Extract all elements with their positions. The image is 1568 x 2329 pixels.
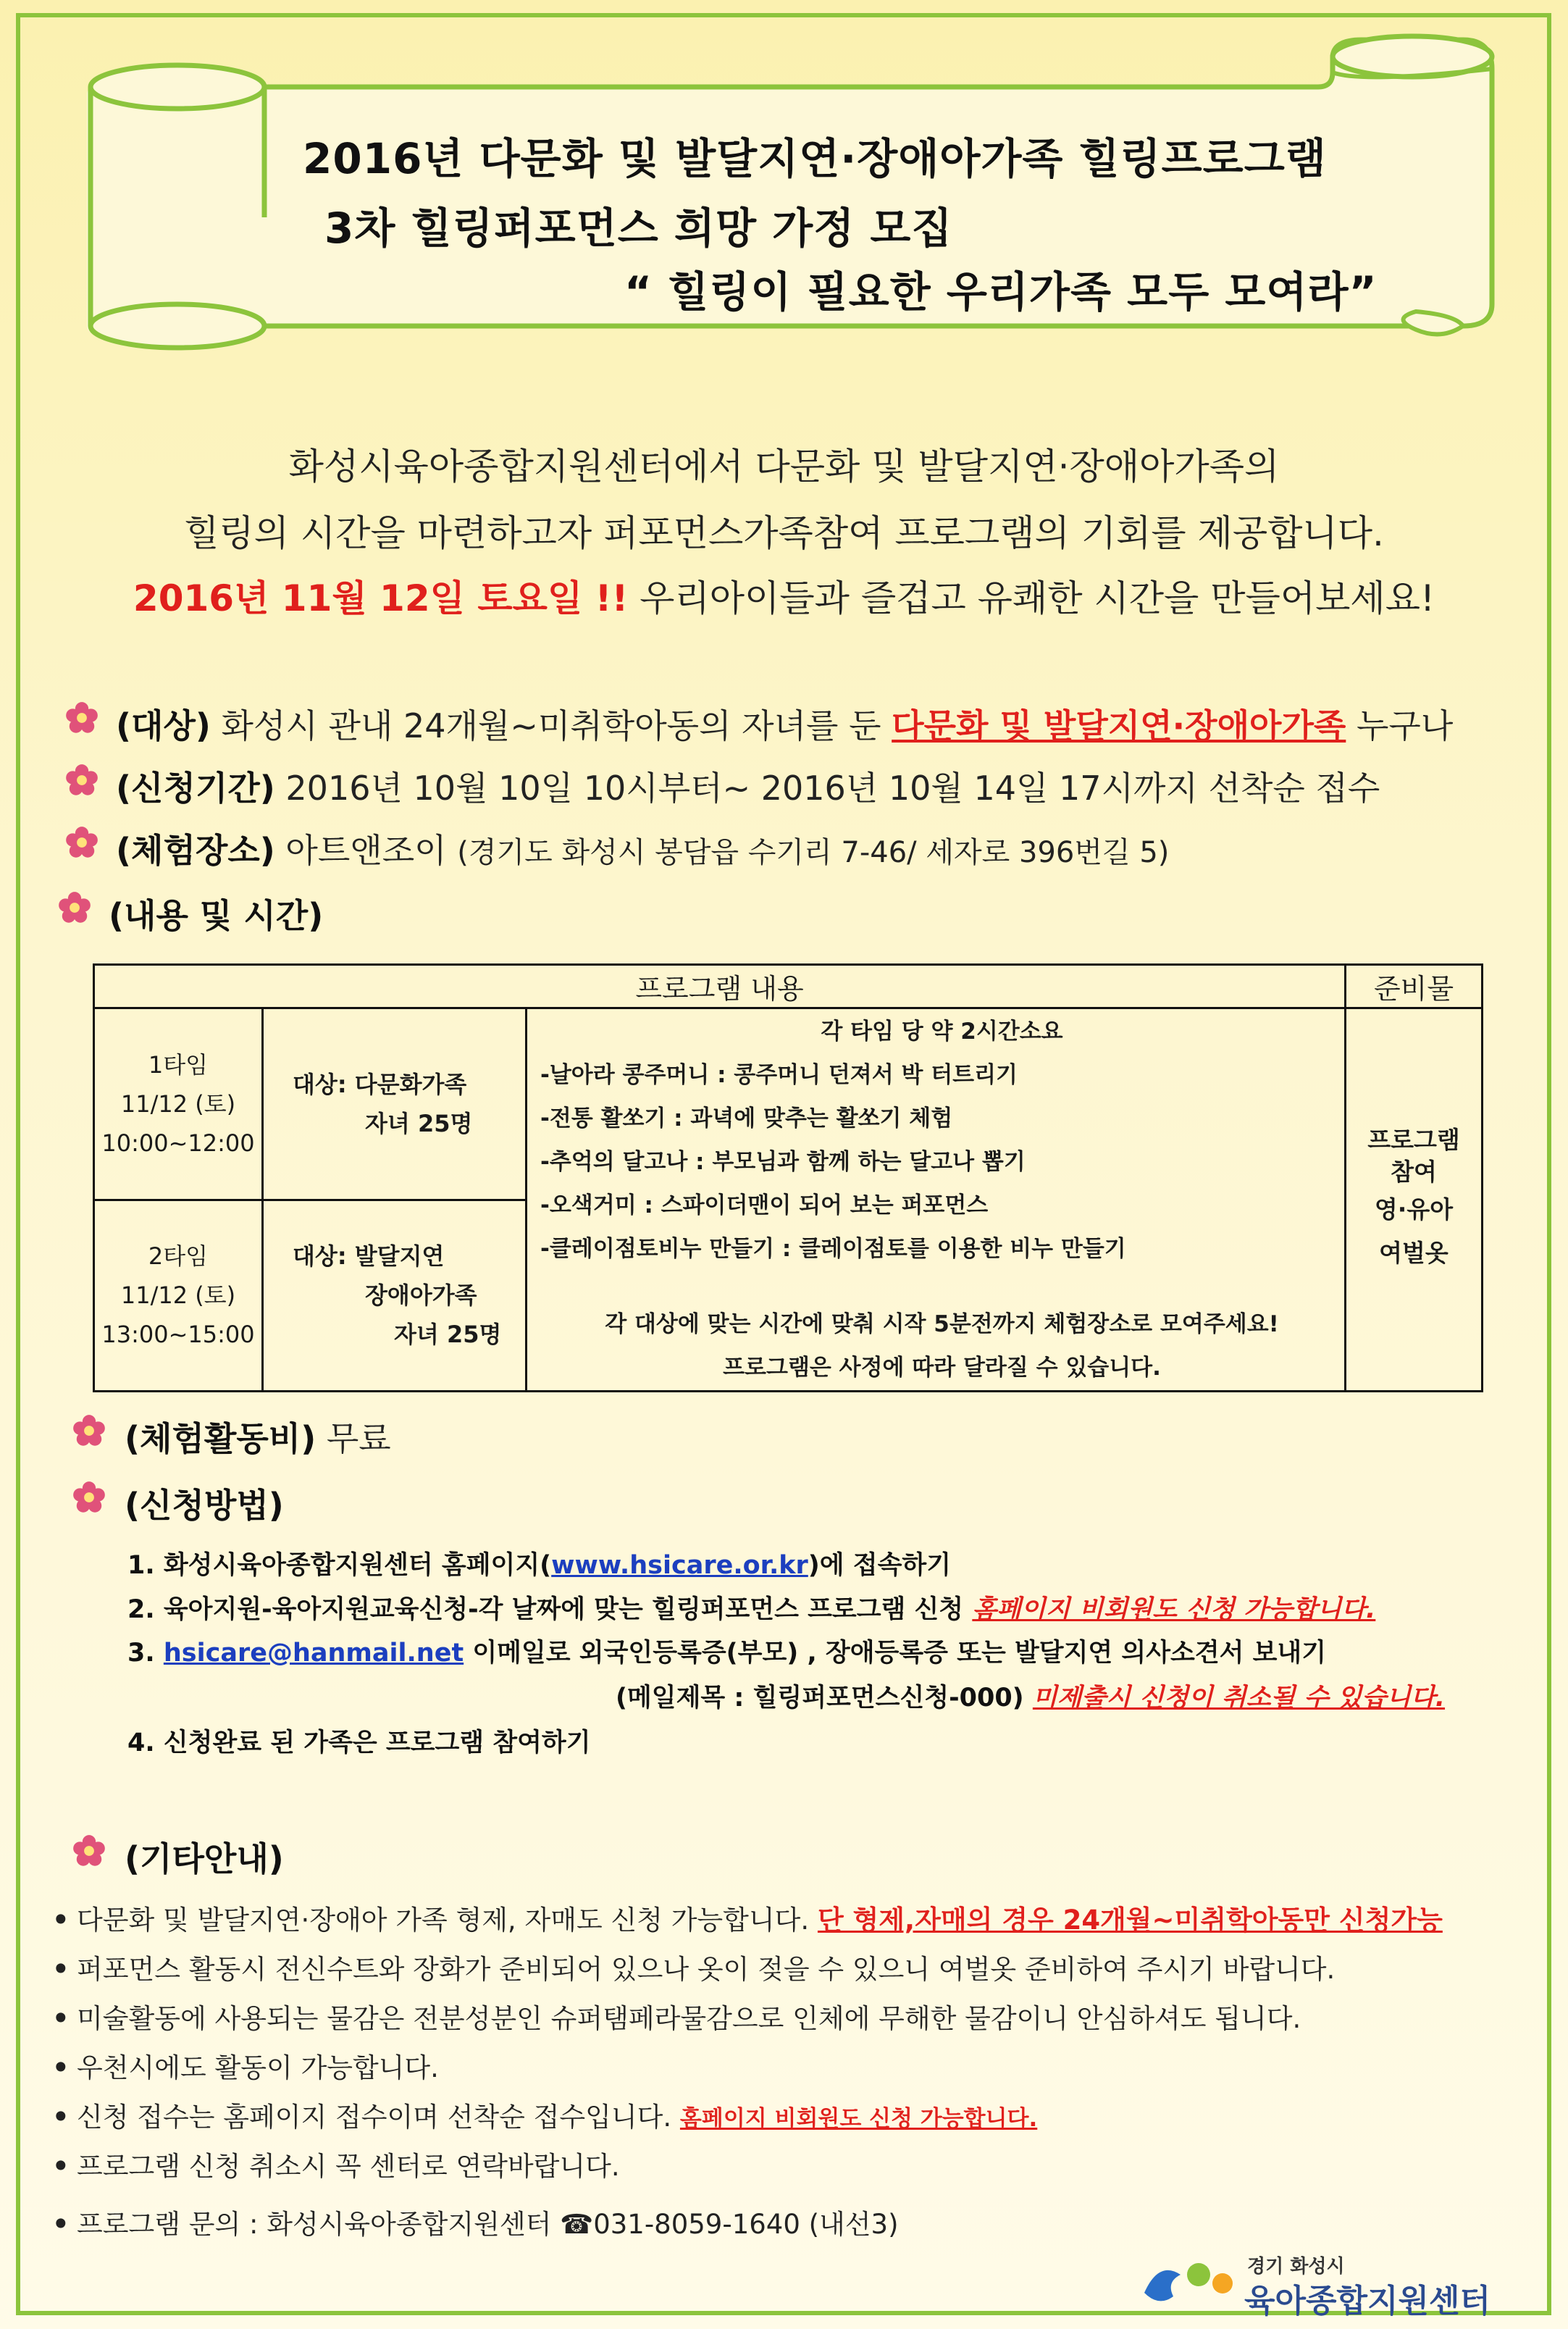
title-line-2: 3차 힐링퍼포먼스 희망 가정 모집	[324, 204, 953, 253]
apply-step-4	[127, 1723, 591, 1759]
etc-line-2-text: 퍼포먼스 활동시 전신수트와 장화가 준비되어 있으나 옷이 젖을 수 있으니 여벌옷 준비하여 주시기 바랍니다.	[77, 1954, 1336, 1985]
session1-date: 11/12 (토)	[120, 1090, 236, 1118]
etc-label: (기타안내)	[125, 1839, 284, 1878]
etc-line-2: • 퍼포먼스 활동시 전신수트와 장화가 준비되어 있으나 옷이 젖을 수 있으니 여벌옷 준비하여 주시기 바랍니다.	[52, 1954, 1336, 1985]
step3-text: 이메일로 외국인등록증(부모) , 장애등록증 또는 발달지연 의사소견서 보내기	[464, 1639, 1327, 1668]
etc-line-1-text: 다문화 및 발달지연·장애아 가족 형제, 자매도 신청 가능합니다.	[77, 1904, 818, 1936]
venue-label: (체험장소)	[116, 831, 275, 870]
activity-3: -추억의 달고나 : 부모님과 함께 하는 달고나 뽑기	[540, 1149, 1026, 1175]
intro-line-3-rest: 우리아이들과 즐겁고 유쾌한 시간을 만들어보세요!	[628, 577, 1435, 619]
step3-num: 3.	[127, 1639, 164, 1668]
session1-target-line2: 자녀 25명	[365, 1109, 473, 1137]
step2-text: 2. 육아지원-육아지원교육신청-각 날짜에 맞는 힐링퍼포먼스 프로그램 신청	[127, 1595, 973, 1624]
venue-address: (경기도 화성시 봉담읍 수기리 7-46/ 세자로 396번길 5)	[457, 836, 1170, 869]
step4-text: 4. 신청완료 된 가족은 프로그램 참여하기	[127, 1728, 591, 1757]
etc-line-5-note: 홈페이지 비회원도 신청 가능합니다.	[679, 2106, 1038, 2132]
content-heading	[109, 890, 323, 937]
event-date: 2016년 11월 12일 토요일 !!	[133, 577, 629, 619]
step1-text-end: )에 접속하기	[808, 1551, 952, 1580]
duration: 각 타임 당 약 2시간소요	[821, 1019, 1063, 1045]
apply-heading	[125, 1479, 284, 1527]
etc-line-7: • 프로그램 문의 : 화성시육아종합지원센터 ☎031-8059-1640 (내선3)	[52, 2209, 899, 2240]
prep-line1: 프로그램	[1367, 1126, 1460, 1154]
flower-icon	[65, 701, 98, 735]
session1-target-line1: 대상: 다문화가족	[293, 1070, 467, 1098]
etc-line-5: • 신청 접수는 홈페이지 접수이며 선착순 접수입니다. 홈페이지 비회원도 신청 가능합니다.	[52, 2102, 1038, 2133]
step1-text: 1. 화성시육아종합지원센터 홈페이지(	[127, 1551, 552, 1580]
center-logo-icon	[1137, 2253, 1238, 2311]
program-content	[527, 1008, 1346, 1392]
venue-item	[116, 824, 1169, 872]
session2-date: 11/12 (토)	[120, 1281, 236, 1310]
program-table	[93, 963, 1483, 1392]
activity-2: -전통 활쏘기 : 과녁에 맞추는 활쏘기 체험	[540, 1105, 953, 1132]
session2-target-line2: 장애아가족	[365, 1281, 477, 1310]
header-prep: 준비물	[1346, 965, 1483, 1008]
flower-icon	[72, 1481, 106, 1514]
step2-note: 홈페이지 비회원도 신청 가능합니다.	[972, 1595, 1376, 1624]
period-item	[116, 762, 1380, 810]
session2-time: 13:00~15:00	[101, 1321, 255, 1349]
target-highlight: 다문화 및 발달지연·장애아가족	[892, 706, 1346, 745]
prep-items	[1346, 1008, 1483, 1392]
target-text-end: 누구나	[1346, 706, 1454, 745]
session2-target-line1: 대상: 발달지연	[293, 1242, 445, 1271]
venue-name: 아트앤조이	[274, 831, 458, 870]
activity-1: -날아라 콩주머니 : 콩주머니 던져서 박 터트리기	[540, 1062, 1018, 1088]
target-label: (대상)	[116, 706, 211, 745]
prep-line4: 여벌옷	[1379, 1239, 1448, 1267]
flower-icon	[65, 764, 98, 797]
prep-line2: 참여	[1391, 1158, 1437, 1186]
target-item	[116, 700, 1453, 748]
notice-2: 프로그램은 사정에 따라 달라질 수 있습니다.	[723, 1355, 1161, 1381]
session2-target	[263, 1200, 527, 1392]
prep-line3: 영·유아	[1374, 1195, 1454, 1224]
email-link[interactable]: hsicare@hanmail.net	[163, 1639, 464, 1668]
logo-line-1: 경기 화성시	[1247, 2256, 1345, 2278]
flower-icon	[65, 826, 98, 859]
session1-info	[94, 1008, 263, 1200]
intro-line-3	[0, 569, 1568, 622]
notice-1: 각 대상에 맞는 시간에 맞춰 시작 5분전까지 체험장소로 모여주세요!	[605, 1311, 1279, 1337]
etc-line-5-text: 신청 접수는 홈페이지 접수이며 선착순 접수입니다.	[77, 2102, 680, 2133]
session2-info	[94, 1200, 263, 1392]
etc-line-1-note: 단 형제,자매의 경우 24개월~미취학아동만 신청가능	[817, 1904, 1443, 1936]
session1-time: 10:00~12:00	[101, 1129, 255, 1157]
flower-icon	[58, 891, 91, 924]
session2-target-line3: 자녀 25명	[394, 1321, 502, 1349]
logo-line-2: 육아종합지원센터	[1244, 2283, 1491, 2320]
homepage-link[interactable]: www.hsicare.or.kr	[551, 1551, 808, 1580]
table-header-row	[94, 965, 1483, 1008]
step3-sub: (메일제목 : 힐링퍼포먼스신청-000)	[616, 1684, 1033, 1713]
inquiry-text: 프로그램 문의 : 화성시육아종합지원센터	[77, 2209, 561, 2240]
apply-step-3-sub	[616, 1678, 1445, 1714]
apply-step-2	[127, 1589, 1375, 1626]
target-text: 화성시 관내 24개월~미취학아동의 자녀를 둔	[210, 706, 892, 745]
session1-name: 1타임	[148, 1050, 209, 1079]
etc-line-1: • 다문화 및 발달지연·장애아 가족 형제, 자매도 신청 가능합니다. 단 형제,자매의 경우 24개월~미취학아동만 신청가능	[52, 1904, 1443, 1936]
apply-step-1	[127, 1545, 951, 1581]
step3-note: 미제출시 신청이 취소될 수 있습니다.	[1032, 1684, 1446, 1713]
etc-line-3: • 미술활동에 사용되는 물감은 전분성분인 슈퍼탬페라물감으로 인체에 무해한 물감이니 안심하셔도 됩니다.	[52, 2003, 1301, 2034]
etc-line-3-text: 미술활동에 사용되는 물감은 전분성분인 슈퍼탬페라물감으로 인체에 무해한 물감이니 안심하셔도 됩니다.	[77, 2003, 1301, 2034]
fee-item	[125, 1413, 391, 1460]
fee-label: (체험활동비)	[125, 1419, 316, 1458]
phone-number: ☎031-8059-1640 (내선3)	[560, 2209, 899, 2240]
etc-line-6: • 프로그램 신청 취소시 꼭 센터로 연락바랍니다.	[52, 2151, 620, 2182]
period-text: 2016년 10월 10일 10시부터~ 2016년 10월 14일 17시까지 선착순 접수	[274, 769, 1380, 808]
etc-line-4-text: 우천시에도 활동이 가능합니다.	[77, 2052, 439, 2083]
content-label: (내용 및 시간)	[109, 896, 324, 935]
activity-5: -클레이점토비누 만들기 : 클레이점토를 이용한 비누 만들기	[540, 1236, 1126, 1262]
activity-4: -오색거미 : 스파이더맨이 되어 보는 퍼포먼스	[540, 1192, 989, 1218]
flower-icon	[72, 1834, 106, 1868]
flower-icon	[72, 1414, 106, 1447]
etc-line-6-text: 프로그램 신청 취소시 꼭 센터로 연락바랍니다.	[77, 2151, 620, 2182]
header-program: 프로그램 내용	[94, 965, 1346, 1008]
session2-name: 2타임	[148, 1242, 209, 1271]
fee-value: 무료	[316, 1419, 391, 1458]
apply-label: (신청방법)	[125, 1486, 284, 1525]
period-label: (신청기간)	[116, 769, 275, 808]
table-row-session1	[94, 1008, 1483, 1200]
title-line-3: “ 힐링이 필요한 우리가족 모두 모여라”	[624, 267, 1378, 317]
etc-heading	[125, 1833, 284, 1881]
title-line-1: 2016년 다문화 및 발달지연·장애아가족 힐링프로그램	[303, 134, 1327, 183]
apply-step-3	[127, 1633, 1326, 1669]
etc-line-4: • 우천시에도 활동이 가능합니다.	[52, 2052, 439, 2083]
intro-line-1: 화성시육아종합지원센터에서 다문화 및 발달지연·장애아가족의	[288, 446, 1280, 488]
session1-target	[263, 1008, 527, 1200]
intro-line-2: 힐링의 시간을 마련하고자 퍼포먼스가족참여 프로그램의 기회를 제공합니다.	[184, 512, 1384, 554]
scroll-banner	[0, 0, 1568, 377]
